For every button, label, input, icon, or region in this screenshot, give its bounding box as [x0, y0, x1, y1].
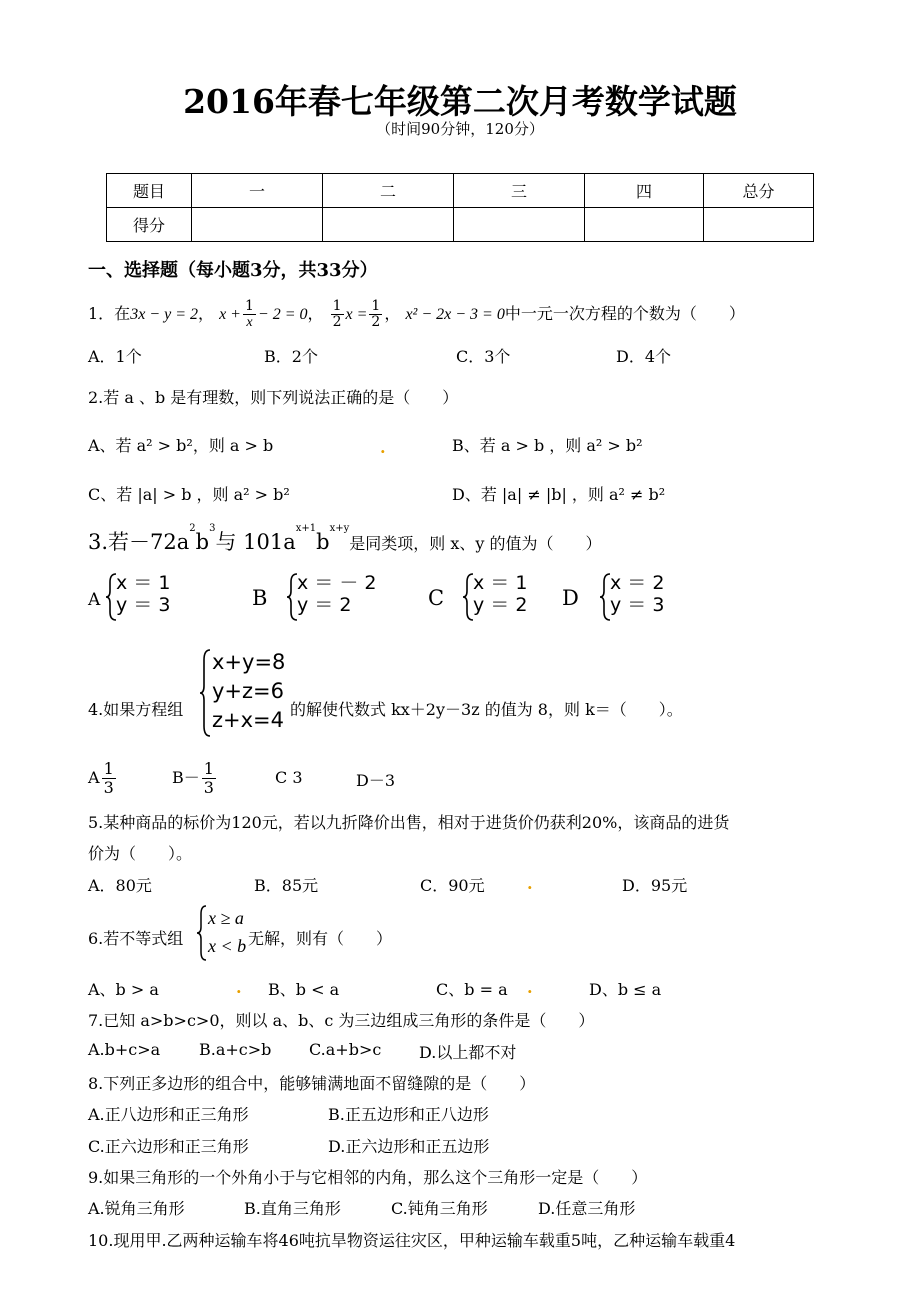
table-row: [107, 208, 814, 242]
section-heading: 一、选择题（每小题3分，共33分）: [88, 260, 378, 281]
table-cell: 得分: [107, 208, 192, 242]
score-cell[interactable]: [454, 208, 585, 242]
option-d: D.任意三角形: [538, 1199, 636, 1218]
question-3: 3.若$-72a^2b^3$与 $101a^{x+1}b^{x+y}$是同类项，则 x、y 的值为（ ）: [88, 523, 602, 554]
option-d: D、若 |a| ≠ |b| ，则 a² ≠ b²: [452, 485, 666, 504]
option-b: B.直角三角形: [244, 1199, 341, 1218]
table-row: [107, 174, 814, 208]
option-a-label: A: [88, 590, 101, 610]
option-a: A.正八边形和正三角形: [88, 1105, 249, 1124]
option-c: C.正六边形和正三角形: [88, 1137, 249, 1156]
question-9: 9.如果三角形的一个外角小于与它相邻的内角，那么这个三角形一定是（ ）: [88, 1168, 648, 1187]
brace-icon: [461, 572, 475, 622]
question-8: 8.下列正多边形的组合中，能够铺满地面不留缝隙的是（ ）: [88, 1074, 536, 1093]
page-title: 2016年春七年级第二次月考数学试题: [183, 82, 737, 121]
option-a: A、若 a² > b²，则 a > b: [88, 436, 274, 455]
option-b: B．85元: [254, 876, 319, 895]
option-a: A.锐角三角形: [88, 1199, 185, 1218]
option-a: A $\frac{1}{3}$: [88, 759, 114, 797]
option-d: D－3: [356, 771, 396, 790]
score-cell[interactable]: [704, 208, 814, 242]
option-c: C 3: [275, 768, 303, 787]
page-subtitle: （时间90分钟，120分）: [376, 120, 544, 138]
option-b: B.a+c>b: [199, 1040, 272, 1059]
question-5-line1: 5.某种商品的标价为120元，若以九折降价出售，相对于进货价仍获利20%，该商品的进货: [88, 813, 730, 832]
brace-icon: [198, 648, 212, 738]
option-c: C.a+b>c: [309, 1040, 382, 1059]
score-table: [106, 173, 814, 242]
option-c-system: x ＝ 1 y ＝ 2: [461, 572, 527, 616]
brace-icon: [104, 572, 118, 622]
option-c-label: C: [428, 586, 445, 610]
question-1: 1．在3x − y = 2， x + $\frac{1}{x}$ − 2 = 0， $\frac{1}{2}$ x = $\frac{1}{2}$ ， x² − 2x − 3 = 0中一元一次方程的个数为（ ）: [88, 298, 745, 330]
orange-dot: .: [527, 978, 533, 997]
score-cell[interactable]: [323, 208, 454, 242]
question-6-prefix: 6.若不等式组: [88, 929, 184, 948]
inequality-system: x ≥ a x < b: [196, 904, 246, 960]
table-cell: 四: [585, 174, 704, 208]
question-10: 10.现用甲.乙两种运输车将46吨抗旱物资运往灾区，甲种运输车载重5吨，乙种运输车载重4: [88, 1231, 736, 1250]
option-b: B－ $\frac{1}{3}$: [172, 759, 214, 797]
equation-system: x+y=8 y+z=6 z+x=4: [198, 648, 285, 735]
option-a: A、b > a: [88, 980, 159, 999]
brace-icon: [196, 904, 208, 962]
option-c: C、若 |a| > b ，则 a² > b²: [88, 485, 290, 504]
question-6-suffix: 无解，则有（ ）: [248, 929, 393, 948]
orange-dot: .: [236, 978, 242, 997]
option-d: D.以上都不对: [419, 1043, 517, 1062]
option-d-system: x ＝ 2 y ＝ 3: [598, 572, 664, 616]
option-b: B、b < a: [268, 980, 340, 999]
option-a: A．1个: [88, 347, 142, 366]
option-c: C.钝角三角形: [391, 1199, 488, 1218]
option-d-label: D: [562, 586, 579, 610]
option-b-label: B: [252, 586, 268, 610]
option-b: B.正五边形和正八边形: [328, 1105, 489, 1124]
question-5-line2: 价为（ ）。: [88, 844, 193, 863]
option-a: A.b+c>a: [88, 1040, 161, 1059]
table-cell: 一: [192, 174, 323, 208]
score-cell[interactable]: [585, 208, 704, 242]
table-cell: 总分: [704, 174, 814, 208]
table-cell: 三: [454, 174, 585, 208]
orange-dot: .: [380, 438, 386, 457]
score-cell[interactable]: [192, 208, 323, 242]
table-cell: 题目: [107, 174, 192, 208]
option-c: C．90元: [420, 876, 485, 895]
question-4-suffix: 的解使代数式 kx＋2y－3z 的值为 8，则 k＝（ ）。: [290, 700, 683, 719]
option-d: D.正六边形和正五边形: [328, 1137, 490, 1156]
question-2: 2.若 a 、b 是有理数，则下列说法正确的是（ ）: [88, 388, 459, 407]
brace-icon: [285, 572, 299, 622]
option-c: C．3个: [456, 347, 511, 366]
option-a-system: x ＝ 1 y ＝ 3: [104, 572, 170, 616]
option-c: C、b = a: [436, 980, 508, 999]
option-a: A．80元: [88, 876, 152, 895]
option-b-system: x ＝ － 2 y ＝ 2: [285, 572, 376, 616]
option-d: D．95元: [622, 876, 688, 895]
option-b: B、若 a > b ，则 a² > b²: [452, 436, 643, 455]
table-cell: 二: [323, 174, 454, 208]
question-4-prefix: 4.如果方程组: [88, 700, 184, 719]
question-7: 7.已知 a>b>c>0，则以 a、b、c 为三边组成三角形的条件是（ ）: [88, 1011, 595, 1030]
option-b: B．2个: [264, 347, 318, 366]
option-d: D、b ≤ a: [589, 980, 662, 999]
option-d: D．4个: [616, 347, 672, 366]
orange-dot: .: [527, 874, 533, 893]
brace-icon: [598, 572, 612, 622]
